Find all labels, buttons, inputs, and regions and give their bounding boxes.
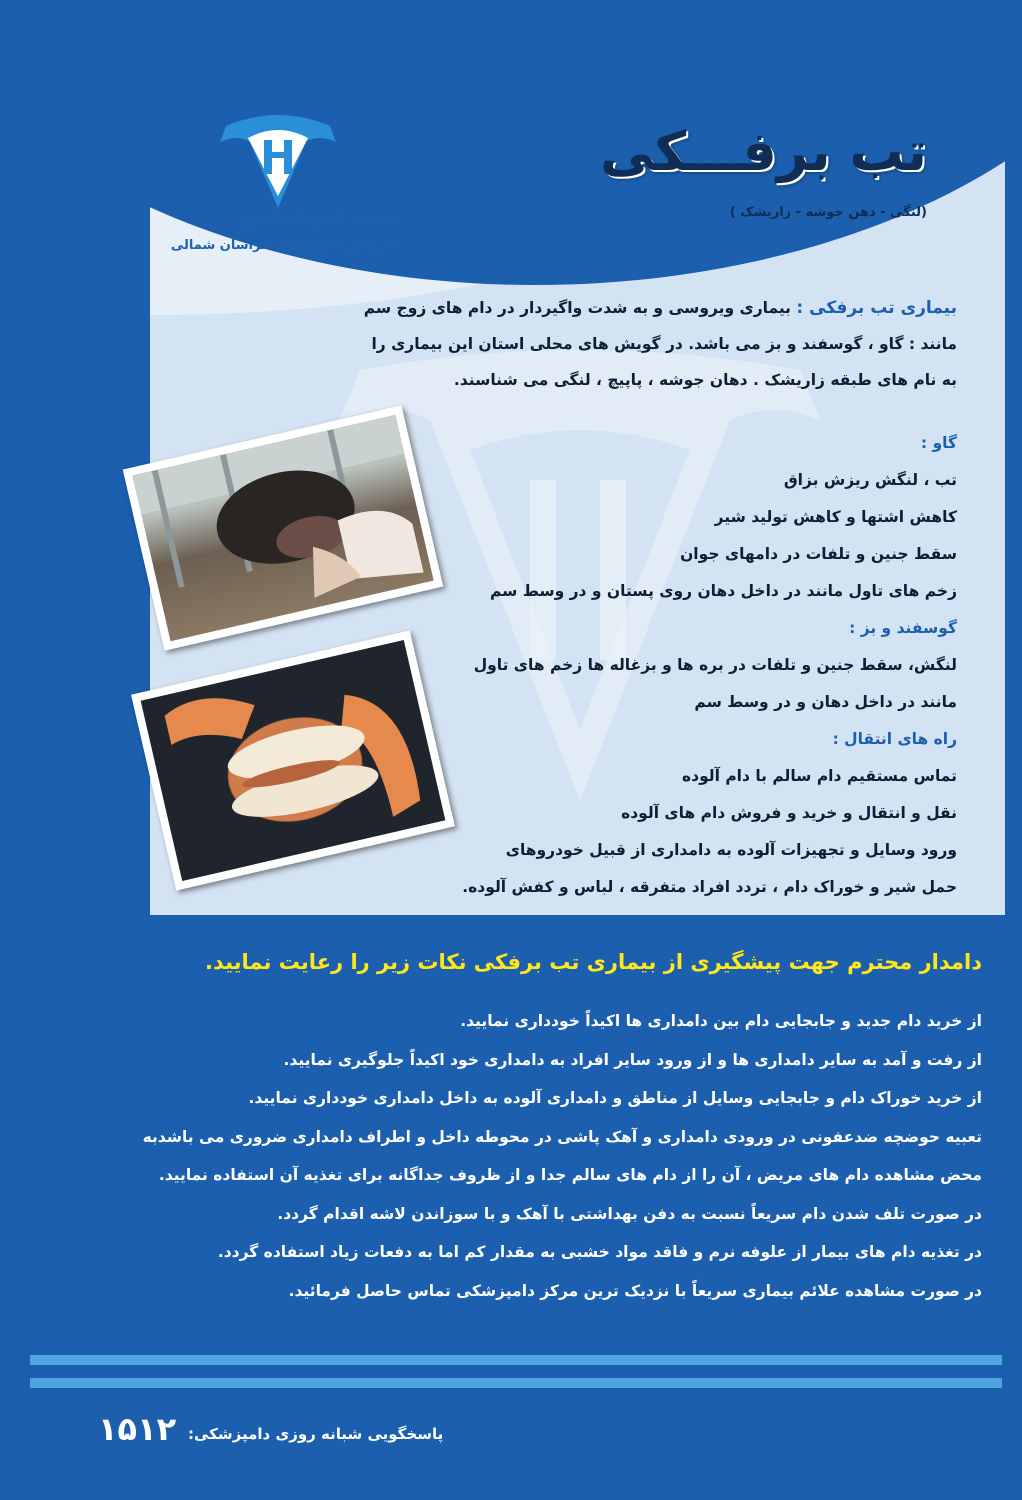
list-item: حمل شیر و خوراک دام ، تردد افراد متفرقه ، لباس و کفش آلوده. xyxy=(462,878,957,896)
list-item: ورود وسایل و تجهیزات آلوده به دامداری از قبیل خودروهای xyxy=(505,841,957,859)
prevention-list xyxy=(22,1002,982,1310)
list-item: از رفت و آمد به سایر دامداری ها و از ورود سایر افراد به دامداری خود اکیداً جلوگیری نمایید. xyxy=(283,1050,982,1069)
sheep-goat-heading: گوسفند و بز : xyxy=(849,619,957,637)
veterinary-shield-logo-icon xyxy=(218,108,338,213)
page-title: تب برفـــکی xyxy=(600,120,927,183)
list-item: لنگش، سقط جنین و تلفات در بره ها و بزغاله ها زخم های تاول xyxy=(473,656,957,674)
page-subtitle: (لنگی - دهن جوشه - زاریشک ) xyxy=(729,205,927,220)
divider-stripe xyxy=(30,1378,1002,1388)
list-item: مانند در داخل دهان و در وسط سم xyxy=(694,693,957,711)
list-item: در صورت مشاهده علائم بیماری سریعاً با نزدیک ترین مرکز دامپزشکی تماس حاصل فرمائید. xyxy=(288,1281,982,1300)
intro-paragraph xyxy=(257,290,957,398)
cattle-heading: گاو : xyxy=(920,434,957,452)
intro-line: بیماری ویروسی و به شدت واگیردار در دام های زوج سم xyxy=(363,299,797,317)
list-item: در صورت تلف شدن دام سریعاً نسبت به دفن بهداشتی با آهک و با سوزاندن لاشه اقدام گردد. xyxy=(277,1204,982,1223)
list-item: کاهش اشتها و کاهش تولید شیر xyxy=(714,508,957,526)
list-item: نقل و انتقال و خرید و فروش دام های آلوده xyxy=(621,804,957,822)
org-department: اداره کل دامپزشکی خراسان شمالی xyxy=(170,238,400,253)
transmission-heading: راه های انتقال : xyxy=(832,730,957,748)
hotline-number: ۱۵۱۲ xyxy=(98,1410,177,1448)
divider-stripe xyxy=(30,1355,1002,1365)
list-item: تماس مستقیم دام سالم با دام آلوده xyxy=(681,767,957,785)
list-item: محض مشاهده دام های مریض ، آن را از دام های سالم جدا و از ظروف جداگانه برای تغذیه آن استفاده نمایید. xyxy=(158,1166,982,1184)
org-name: سازمان دامپزشکی کشور xyxy=(239,212,400,227)
hotline-label: پاسخگویی شبانه روزی دامپزشکی: xyxy=(188,1425,444,1443)
intro-line: مانند : گاو ، گوسفند و بز می باشد. در گویش های محلی استان این بیماری را xyxy=(371,335,957,353)
cattle-section xyxy=(397,425,957,906)
list-item: تعبیه حوضچه ضدعفونی در ورودی دامداری و آهک پاشی در محوطه داخل و اطراف دامداری ضروری می باشدبه xyxy=(142,1127,982,1146)
list-item: سقط جنین و تلفات در دامهای جوان xyxy=(680,545,957,563)
intro-line: به نام های طبقه زاریشک . دهان جوشه ، پاپیچ ، لنگی می شناسند. xyxy=(453,371,957,389)
list-item: از خرید دام جدید و جابجایی دام بین دامداری ها اکیداً خودداری نمایید. xyxy=(460,1012,982,1030)
intro-lead: بیماری تب برفکی : xyxy=(796,298,957,318)
prevention-heading: دامدار محترم جهت پیشگیری از بیماری تب برفکی نکات زیر را رعایت نمایید. xyxy=(204,950,982,974)
list-item: از خرید خوراک دام و جابجایی وسایل از مناطق و دامداری آلوده به داخل دامداری خودداری نمایید. xyxy=(248,1089,982,1107)
list-item: تب ، لنگش ریزش بزاق xyxy=(783,471,957,489)
list-item: زخم های تاول مانند در داخل دهان روی پستان و در وسط سم xyxy=(489,582,957,600)
list-item: در تغذیه دام های بیمار از علوفه نرم و فاقد مواد خشبی به مقدار کم اما به دفعات زیاد استفاده گردد. xyxy=(217,1243,982,1261)
side-title: Foot-and-Mouth Disease xyxy=(55,112,121,828)
